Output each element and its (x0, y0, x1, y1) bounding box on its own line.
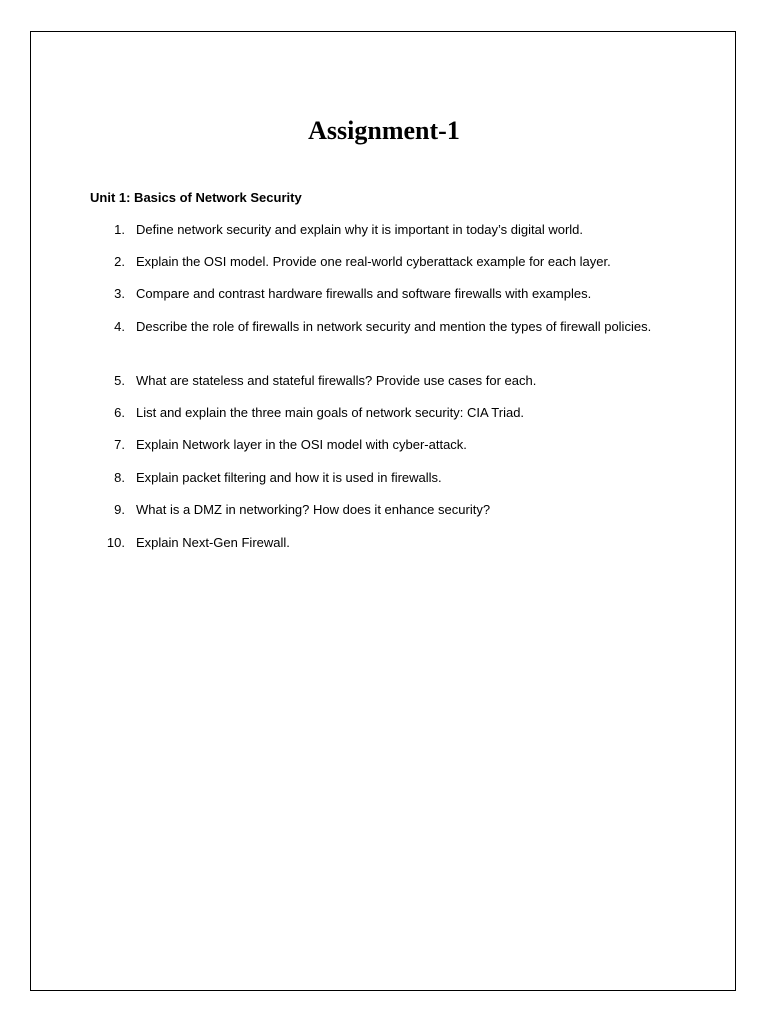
question-text: List and explain the three main goals of network security: CIA Triad. (136, 405, 525, 420)
question-number: 6. (114, 405, 125, 420)
question-number: 10. (106, 535, 125, 550)
question-number: 9. (114, 502, 125, 517)
question-text: Compare and contrast hardware firewalls and software firewalls with examples. (136, 286, 592, 301)
question-text: Explain Network layer in the OSI model with cyber-attack. (136, 437, 467, 452)
question-number: 5. (114, 373, 125, 388)
question-number: 4. (114, 319, 125, 334)
question-number: 8. (114, 470, 125, 485)
question-text: What are stateless and stateful firewalls? Provide use cases for each. (136, 373, 537, 388)
question-number: 1. (114, 222, 125, 237)
question-number: 3. (114, 286, 125, 301)
question-text: Describe the role of firewalls in network security and mention the types of firewall policies. (136, 319, 652, 334)
question-text: Define network security and explain why it is important in today’s digital world. (136, 222, 584, 237)
question-text: Explain Next-Gen Firewall. (136, 535, 290, 550)
question-number: 7. (114, 437, 125, 452)
question-text: Explain the OSI model. Provide one real-world cyberattack example for each layer. (136, 254, 611, 269)
unit-heading: Unit 1: Basics of Network Security (90, 190, 302, 205)
question-text: Explain packet filtering and how it is used in firewalls. (136, 470, 442, 485)
question-number: 2. (114, 254, 125, 269)
question-text: What is a DMZ in networking? How does it enhance security? (136, 502, 491, 517)
document-title: Assignment-1 (308, 116, 460, 145)
